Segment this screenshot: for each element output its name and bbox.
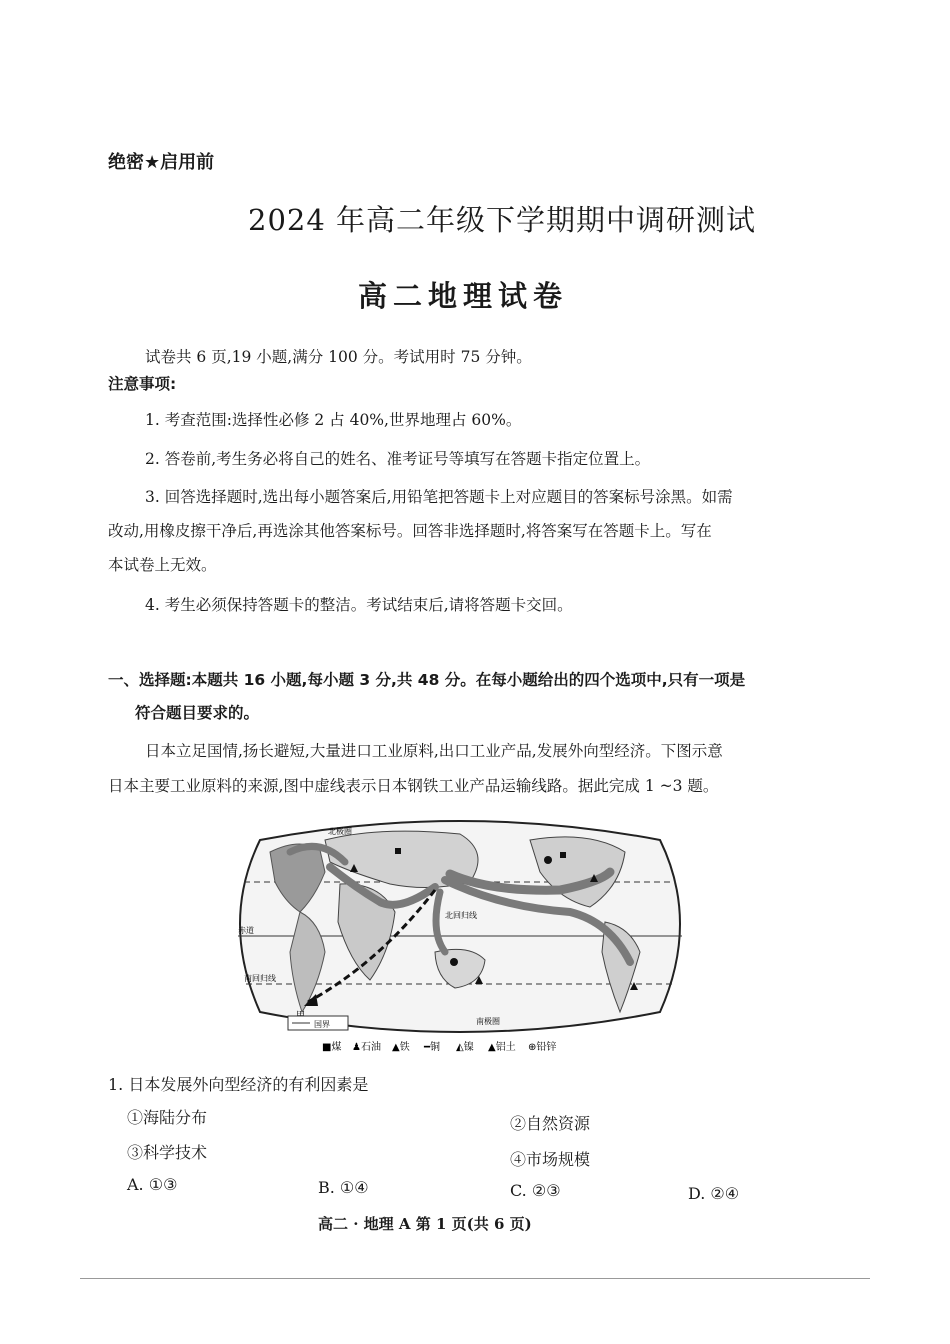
notice-item: 1. 考查范围:选择性必修 2 占 40%,世界地理占 60%。 xyxy=(145,411,522,429)
material-text: 日本立足国情,扬长避短,大量进口工业原料,出口工业产品,发展外向型经济。下图示意 xyxy=(145,742,723,760)
coal-symbol xyxy=(560,852,566,858)
world-map-figure xyxy=(230,812,690,1058)
notice-item: 本试卷上无效。 xyxy=(108,556,217,574)
question-stem: 1. 日本发展外向型经济的有利因素是 xyxy=(108,1075,369,1094)
legend-iron: ▲铁 xyxy=(392,1042,410,1053)
arctic-label: 北极圈 xyxy=(328,827,352,836)
choice-b: B. ①④ xyxy=(318,1178,369,1197)
border-legend-label: 国界 xyxy=(314,1020,330,1029)
choice-d: D. ②④ xyxy=(688,1184,740,1203)
tropic-south-label: 南回归线 xyxy=(244,974,276,983)
material-text: 日本主要工业原料的来源,图中虚线表示日本钢铁工业产品运输线路。据此完成 1 ~3 题。 xyxy=(108,777,719,795)
section-heading: 一、选择题:本题共 16 小题,每小题 3 分,共 48 分。在每小题给出的四个选项中,只有一项是 xyxy=(108,671,746,689)
legend-copper: ━铜 xyxy=(424,1042,441,1053)
question-item: ②自然资源 xyxy=(510,1114,591,1133)
legend-nickel: ◭镍 xyxy=(456,1042,474,1053)
choice-c: C. ②③ xyxy=(510,1181,561,1200)
notice-item: 4. 考生必须保持答题卡的整洁。考试结束后,请将答题卡交回。 xyxy=(145,596,573,614)
intro-text: 试卷共 6 页,19 小题,满分 100 分。考试用时 75 分钟。 xyxy=(145,348,532,366)
notice-item: 2. 答卷前,考生务必将自己的姓名、准考证号等填写在答题卡指定位置上。 xyxy=(145,450,651,468)
bottom-divider xyxy=(80,1278,870,1279)
question-item: ①海陆分布 xyxy=(127,1108,208,1127)
question-item: ③科学技术 xyxy=(127,1143,208,1162)
legend-oil: ♟石油 xyxy=(352,1042,381,1053)
equator-label: 赤道 xyxy=(238,926,254,935)
antarctic-label: 南极圈 xyxy=(476,1017,500,1026)
paper-subtitle: 高二地理试卷 xyxy=(358,279,569,313)
choice-a: A. ①③ xyxy=(127,1175,178,1194)
legend-coal: ■煤 xyxy=(322,1042,342,1053)
page-footer: 高二 · 地理 A 第 1 页(共 6 页) xyxy=(318,1215,532,1233)
lead-zinc-symbol xyxy=(544,856,552,864)
notice-heading: 注意事项: xyxy=(108,375,177,393)
legend-lead-zinc: ⊕铅锌 xyxy=(528,1042,557,1053)
secrecy-label: 绝密★启用前 xyxy=(108,152,215,173)
notice-item: 改动,用橡皮擦干净后,再选涂其他答案标号。回答非选择题时,将答案写在答题卡上。写在 xyxy=(108,522,712,540)
legend-bauxite: ▲铝土 xyxy=(488,1042,516,1053)
coal-symbol xyxy=(395,848,401,854)
notice-item: 3. 回答选择题时,选出每小题答案后,用铅笔把答题卡上对应题目的答案标号涂黑。如需 xyxy=(145,488,733,506)
lead-zinc-symbol xyxy=(450,958,458,966)
question-item: ④市场规模 xyxy=(510,1150,591,1169)
tropic-north-label: 北回归线 xyxy=(445,911,477,920)
exam-title: 2024 年高二年级下学期期中调研测试 xyxy=(248,203,757,237)
section-heading-cont: 符合题目要求的。 xyxy=(135,704,260,722)
